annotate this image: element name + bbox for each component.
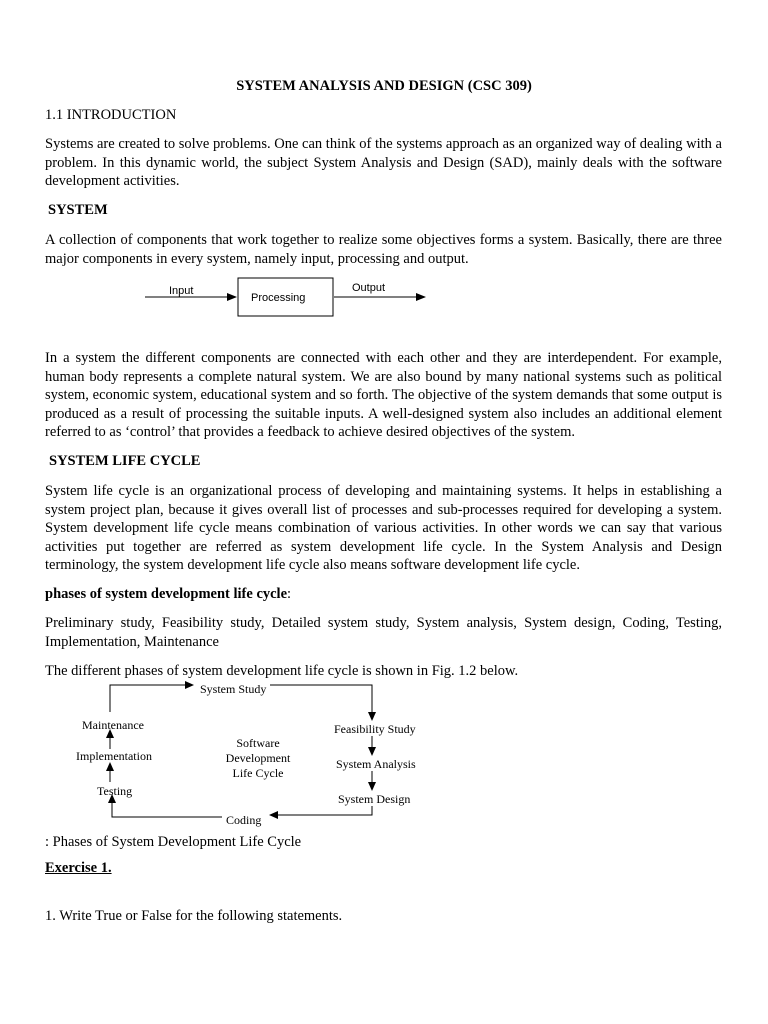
label-system-study: System Study <box>200 682 267 696</box>
figure-caption: : Phases of System Development Life Cycle <box>45 834 302 850</box>
label-feasibility-study: Feasibility Study <box>334 722 416 736</box>
center-label-line1: Software <box>236 736 280 750</box>
phases-heading: phases of system development life cycle <box>45 586 288 602</box>
label-system-analysis: System Analysis <box>336 757 416 771</box>
output-label: Output <box>352 282 386 294</box>
arrow-maintenance-to-study <box>110 685 193 712</box>
phases-heading-colon: : <box>287 586 292 602</box>
intro-paragraph: Systems are created to solve problems. One can think of the systems approach as an organized way of dealing with a problem. In this dynamic world, the subject System Analysis and Design (SAD), mainly deals with the software development activities. <box>45 136 722 189</box>
center-label-line3: Life Cycle <box>232 766 284 780</box>
interdependent-paragraph: In a system the different components are connected with each other and they are interdependent. For example, human body represents a complete natural system. We are also bound by many national systems such as political system, economic system, educational system and so forth. The objective of the system demands that some output is produced as a result of processing the suitable inputs. A well-designed system also includes an additional element referred to as ‘control’ that provides a feedback to achieve desired objectives of the system. <box>45 350 722 440</box>
ipo-diagram <box>0 270 768 330</box>
system-heading: SYSTEM <box>48 202 108 218</box>
intro-heading: 1.1 INTRODUCTION <box>45 107 177 123</box>
label-coding: Coding <box>226 813 262 827</box>
center-label-line2: Development <box>225 751 291 765</box>
phases-list: Preliminary study, Feasibility study, Detailed system study, System analysis, System design, Coding, Testing, Implementation, Maintenance <box>45 615 722 650</box>
document-title: SYSTEM ANALYSIS AND DESIGN (CSC 309) <box>236 78 532 94</box>
label-testing: Testing <box>97 784 133 798</box>
lifecycle-heading: SYSTEM LIFE CYCLE <box>49 453 201 469</box>
arrow-design-to-coding <box>270 806 372 815</box>
arrow-study-to-feasibility <box>270 685 372 720</box>
arrow-coding-to-testing <box>112 795 222 817</box>
lifecycle-paragraph: System life cycle is an organizational process of developing and maintaining systems. It helps in establishing a system project plan, because it gives overall list of processes and sub-processes required for developing a system. System development life cycle means combination of various activities. In other words we can say that various activities put together are referred as system development life cycle. In the System Analysis and Design terminology, the system development life cycle also means software development life cycle. <box>45 483 722 573</box>
input-label: Input <box>169 285 194 297</box>
processing-label: Processing <box>251 292 306 304</box>
sdlc-diagram <box>0 675 768 835</box>
phases-heading-line <box>45 585 291 603</box>
exercise-question-1: 1. Write True or False for the following statements. <box>45 908 343 924</box>
exercise-heading: Exercise 1. <box>45 860 112 876</box>
label-system-design: System Design <box>338 792 411 806</box>
phases-figure-intro: The different phases of system development life cycle is shown in Fig. 1.2 below. <box>45 663 519 679</box>
system-paragraph: A collection of components that work together to realize some objectives forms a system. Basically, there are three major components in every system, namely input, processing and output. <box>45 232 722 267</box>
label-maintenance: Maintenance <box>82 718 144 732</box>
label-implementation: Implementation <box>76 749 152 763</box>
